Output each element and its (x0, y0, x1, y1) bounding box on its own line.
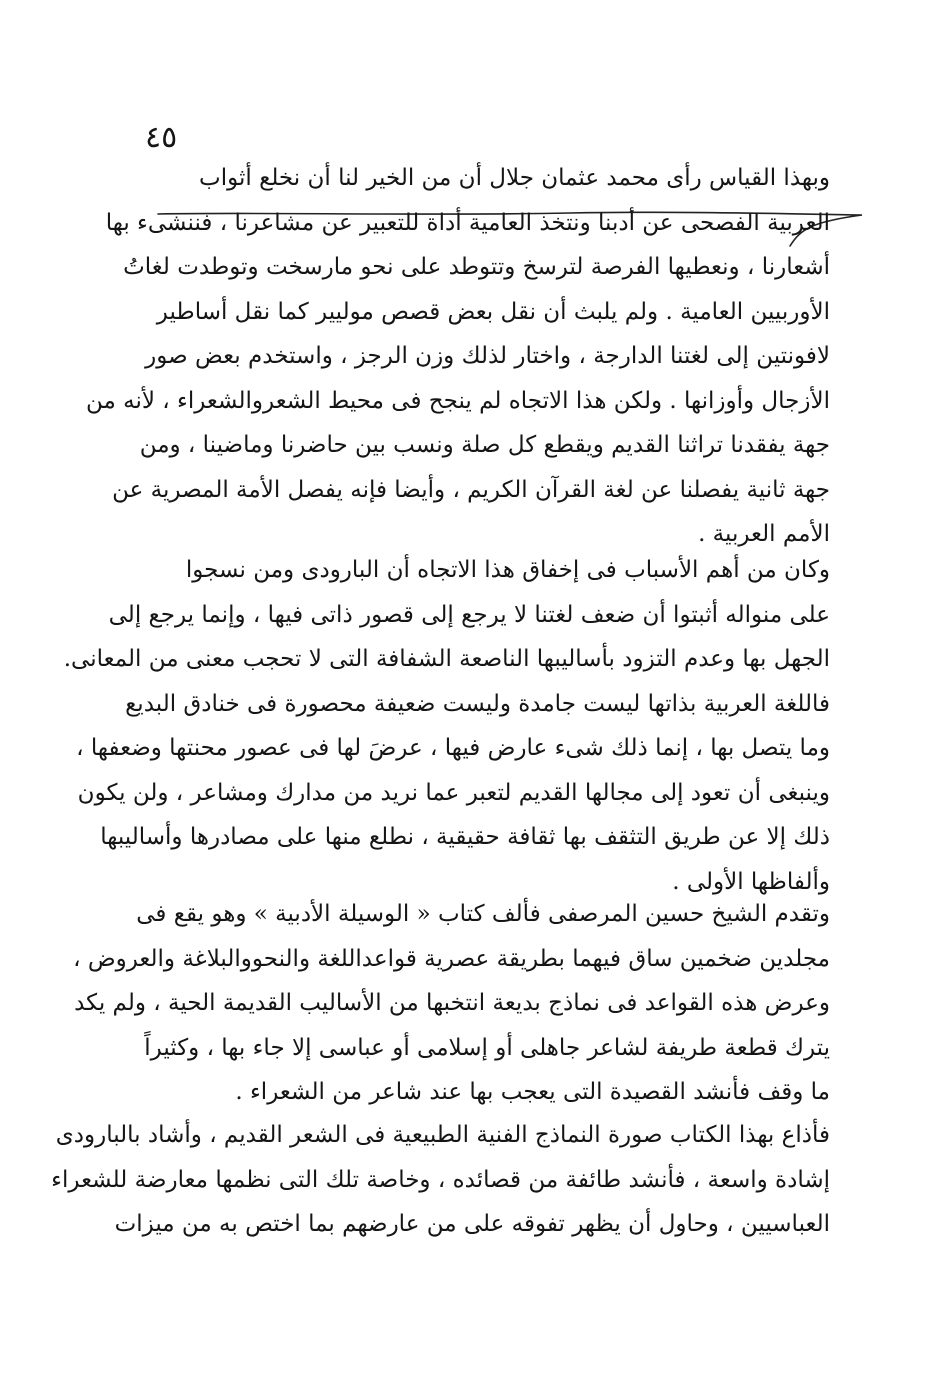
text-line: وما يتصل بها ، إنما ذلك شىء عارض فيها ، عرضَ لها فى عصور محنتها وضعفها ، (76, 735, 830, 761)
text-line: وعرض هذه القواعد فى نماذج بديعة انتخبها من الأساليب القديمة الحية ، ولم يكد (74, 990, 830, 1016)
paragraph-3 (73, 892, 830, 1115)
text-line: يترك قطعة طريفة لشاعر جاهلى أو إسلامى أو عباسى إلا جاء بها ، وكثيراً (144, 1034, 830, 1061)
text-line: أشعارنا ، ونعطيها الفرصة لترسخ وتتوطد على نحو مارسخت وتوطدت لغاتُ (123, 254, 830, 280)
paragraph-4 (51, 1113, 830, 1247)
text-line: الأزجال وأوزانها . ولكن هذا الاتجاه لم ينجح فى محيط الشعروالشعراء ، لأنه من (85, 387, 830, 414)
text-line: على منواله أثبتوا أن ضعف لغتنا لا يرجع إلى قصور ذاتى فيها ، وإنما يرجع إلى (108, 601, 830, 628)
text-line: الأمم العربية . (698, 521, 830, 547)
text-line: وينبغى أن تعود إلى مجالها القديم لتعبر عما نريد من مدارك ومشاعر ، ولن يكون (77, 779, 830, 806)
text-line: الجهل بها وعدم التزود بأساليبها الناصعة الشفافة التى لا تحجب معنى من المعانى. (63, 646, 830, 672)
text-line: وكان من أهم الأسباب فى إخفاق هذا الاتجاه أن البارودى ومن نسجوا (185, 557, 830, 583)
text-line: فأذاع بهذا الكتاب صورة النماذج الفنية الطبيعية فى الشعر القديم ، وأشاد بالبارودى (55, 1122, 830, 1148)
text-line: جهة يفقدنا تراثنا القديم ويقطع كل صلة ونسب بين حاضرنا وماضينا ، ومن (139, 432, 830, 458)
text-line: ذلك إلا عن طريق التثقف بها ثقافة حقيقية ، نطلع منها على مصادرها وأساليبها (100, 824, 830, 850)
paragraph-1 (85, 156, 830, 557)
page-number: ٤٥ (145, 120, 178, 155)
text-line: لافونتين إلى لغتنا الدارجة ، واختار لذلك وزن الرجز ، واستخدم بعض صور (145, 343, 830, 369)
text-line: فاللغة العربية بذاتها ليست جامدة وليست ضعيفة محصورة فى خنادق البديع (125, 690, 830, 717)
text-line: وبهذا القياس رأى محمد عثمان جلال أن من الخير لنا أن نخلع أثواب (199, 165, 830, 191)
text-line: العربية الفصحى عن أدبنا ونتخذ العامية أداة للتعبير عن مشاعرنا ، فننشىء بها (105, 209, 830, 236)
text-line: جهة ثانية يفصلنا عن لغة القرآن الكريم ، وأيضا فإنه يفصل الأمة المصرية عن (112, 476, 830, 503)
text-line: ما وقف فأنشد القصيدة التى يعجب بها عند شاعر من الشعراء . (235, 1079, 830, 1105)
text-line: وألفاظها الأولى . (672, 868, 830, 895)
text-line: إشادة واسعة ، فأنشد طائفة من قصائده ، وخاصة تلك التى نظمها معارضة للشعراء (51, 1166, 830, 1193)
text-line: العباسيين ، وحاول أن يظهر تفوقه على من عارضهم بما اختص به من ميزات (114, 1211, 830, 1237)
text-line: الأوربيين العامية . ولم يلبث أن نقل بعض قصص موليير كما نقل أساطير (156, 298, 830, 325)
text-line: وتقدم الشيخ حسين المرصفى فألف كتاب « الوسيلة الأدبية » وهو يقع فى (136, 901, 830, 927)
paragraph-2 (63, 548, 830, 904)
text-line: مجلدين ضخمين ساق فيهما بطريقة عصرية قواعداللغة والنحووالبلاغة والعروض ، (73, 945, 830, 972)
